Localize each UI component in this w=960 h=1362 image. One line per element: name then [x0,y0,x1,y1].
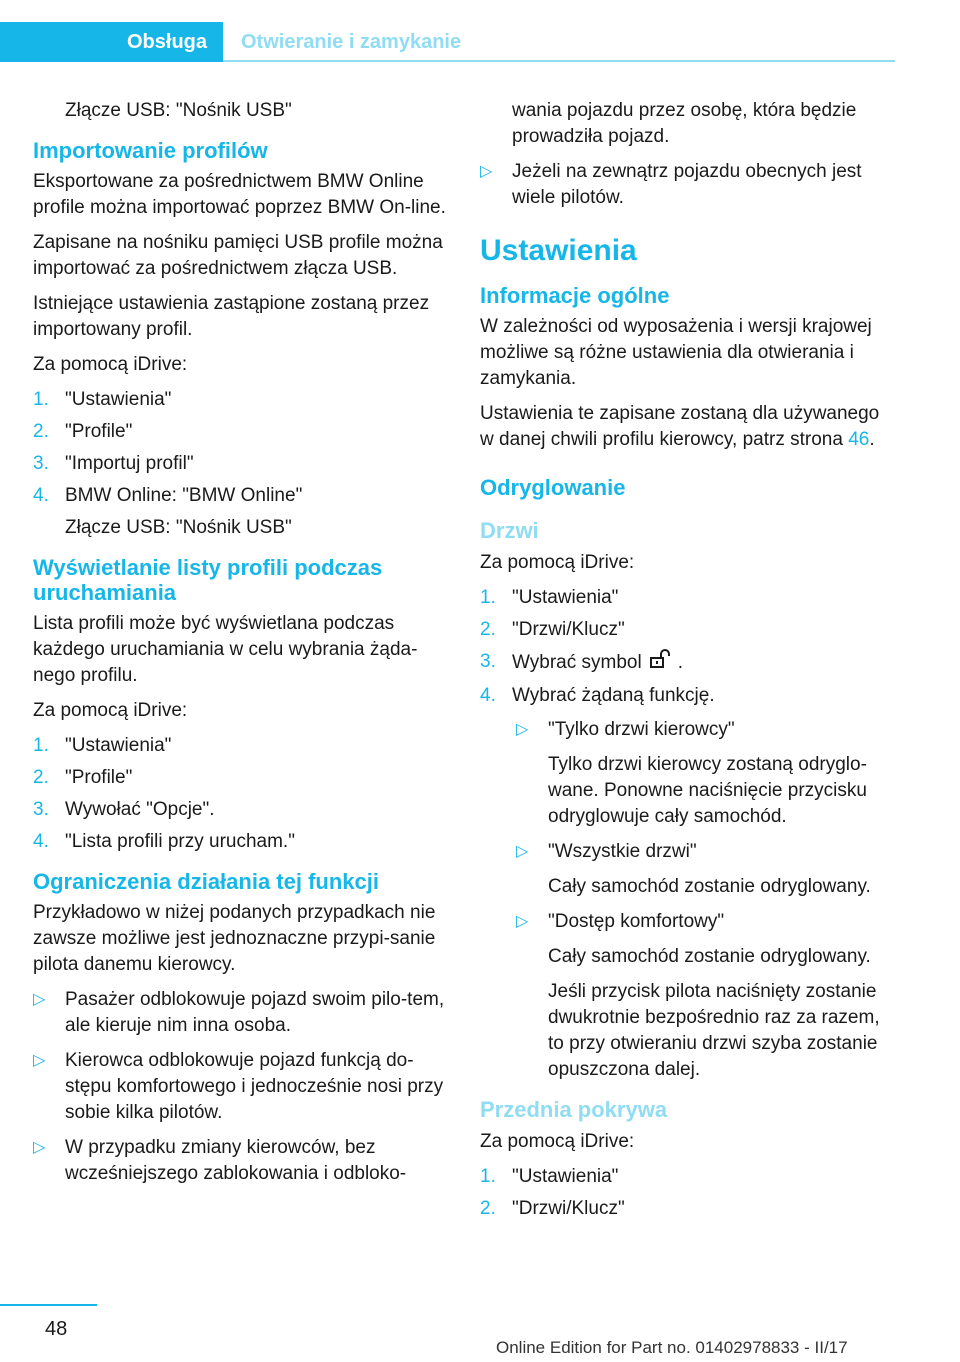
heading-doors: Drzwi [480,518,539,543]
heading-limitations: Ograniczenia działania tej funkcji [33,869,379,894]
list-item: 1. "Ustawienia" [480,1166,619,1187]
import-steps-list [33,387,447,541]
option-description: Jeśli przycisk pilota naciśnięty zostanie dwukrotnie bezpośrednio raz za razem, to przy otwieraniu drzwi szyba zostanie opuszczona dalej. [548,981,880,1080]
right-column [480,98,894,1230]
heading-display-profiles: Wyświetlanie listy profili podczas uruchamiania [33,555,383,605]
page-header [0,22,895,62]
paragraph: Za pomocą iDrive: [33,354,188,375]
list-item: 2. "Drzwi/Klucz" [480,619,625,640]
list-item: 4. Wybrać żądaną funkcję. [480,685,715,706]
doors-steps-list [480,585,894,709]
bullet-continuation: wania pojazdu przez osobę, która będzie prowadziła pojazd. [512,100,857,147]
subsection-title: Otwieranie i zamykanie [241,30,462,53]
heading-unlocking: Odryglowanie [480,475,626,500]
paragraph: Za pomocą iDrive: [480,552,635,573]
bullet-item: ▷ Jeżeli na zewnątrz pojazdu obecnych jest wiele pilotów. [480,159,894,211]
list-item: 2. "Profile" [33,421,133,442]
bullet-item: ▷ Pasażer odblokowuje pojazd swoim pilo‐tem, ale kieruje nim inna osoba. [33,987,447,1039]
option-description: Cały samochód zostanie odryglowany. [548,946,871,967]
list-item: 1. "Ustawienia" [480,587,619,608]
paragraph: Za pomocą iDrive: [33,700,188,721]
unlock-symbol-icon [648,649,672,677]
hood-steps-list [480,1164,894,1222]
triangle-bullet-icon: ▷ [516,721,529,738]
bullet-item: ▷ W przypadku zmiany kierowców, bez wcześniejszego zablokowania i odbloko‐ [33,1135,447,1187]
list-item: 3. Wybrać symbol . [480,649,894,677]
triangle-bullet-icon: ▷ [516,913,529,930]
triangle-bullet-icon: ▷ [33,1139,46,1156]
paragraph: Istniejące ustawienia zastąpione zostaną przez importowany profil. [33,293,430,340]
heading-settings: Ustawienia [480,234,637,267]
door-options [480,717,894,1083]
option-description: Tylko drzwi kierowcy zostaną odryglo‐wane. Ponowne naciśnięcie przycisku odryglowuje cały samochód. [548,754,867,827]
heading-import-profiles: Importowanie profilów [33,138,268,163]
list-item: 4. BMW Online: "BMW Online" [33,485,303,506]
option-item: ▷ "Tylko drzwi kierowcy" [516,717,894,743]
paragraph: Za pomocą iDrive: [480,1131,635,1152]
paragraph: Eksportowane za pośrednictwem BMW Online profile można importować poprzez BMW On‐line. [33,171,446,218]
option-item: ▷ "Wszystkie drzwi" [516,839,894,865]
triangle-bullet-icon: ▷ [33,1052,46,1069]
limitations-bullets [33,987,447,1187]
section-tab: Obsługa [0,22,223,62]
triangle-bullet-icon: ▷ [480,163,493,180]
header-divider [223,60,895,62]
list-item: 1. "Ustawienia" [33,389,172,410]
left-column [33,98,447,1196]
list-item: 3. Wywołać "Opcje". [33,799,215,820]
page-reference-link[interactable]: 46 [848,429,870,450]
list-item: 3. "Importuj profil" [33,453,194,474]
option-item: ▷ "Dostęp komfortowy" [516,909,894,935]
heading-front-hood: Przednia pokrywa [480,1097,668,1122]
page-number: 48 [45,1318,68,1340]
paragraph: Przykładowo w niżej podanych przypadkach nie zawsze możliwe jest jednoznaczne przypi‐sanie pilota danemu kierowcy. [33,902,436,975]
list-item: 2. "Profile" [33,767,133,788]
paragraph: Lista profili może być wyświetlana podczas każdego uruchamiania w celu wybrania żąda‐nego profilu. [33,613,418,686]
list-item: 2. "Drzwi/Klucz" [480,1198,625,1219]
usb-note: Złącze USB: "Nośnik USB" [65,100,292,121]
paragraph: Zapisane na nośniku pamięci USB profile można importować za pośrednictwem złącza USB. [33,232,443,279]
bullet-item: ▷ Kierowca odblokowuje pojazd funkcją do‐stępu komfortowego i jednocześnie nosi przy sobie kilka pilotów. [33,1048,447,1126]
list-item: 4. "Lista profili przy urucham." [33,831,295,852]
footer-divider [0,1304,97,1306]
option-description: Cały samochód zostanie odryglowany. [548,876,871,897]
paragraph: W zależności od wyposażenia i wersji krajowej możliwe są różne ustawienia dla otwierania i zamykania. [480,316,872,389]
edition-note: Online Edition for Part no. 01402978833 - II/17 [496,1338,848,1357]
heading-general-info: Informacje ogólne [480,283,670,308]
triangle-bullet-icon: ▷ [33,991,46,1008]
display-steps-list [33,733,447,855]
paragraph: Ustawienia te zapisane zostaną dla używanego w danej chwili profilu kierowcy, patrz strona 46. [480,403,880,450]
list-item: 1. "Ustawienia" [33,735,172,756]
list-item-sub: Złącze USB: "Nośnik USB" [65,517,292,538]
triangle-bullet-icon: ▷ [516,843,529,860]
